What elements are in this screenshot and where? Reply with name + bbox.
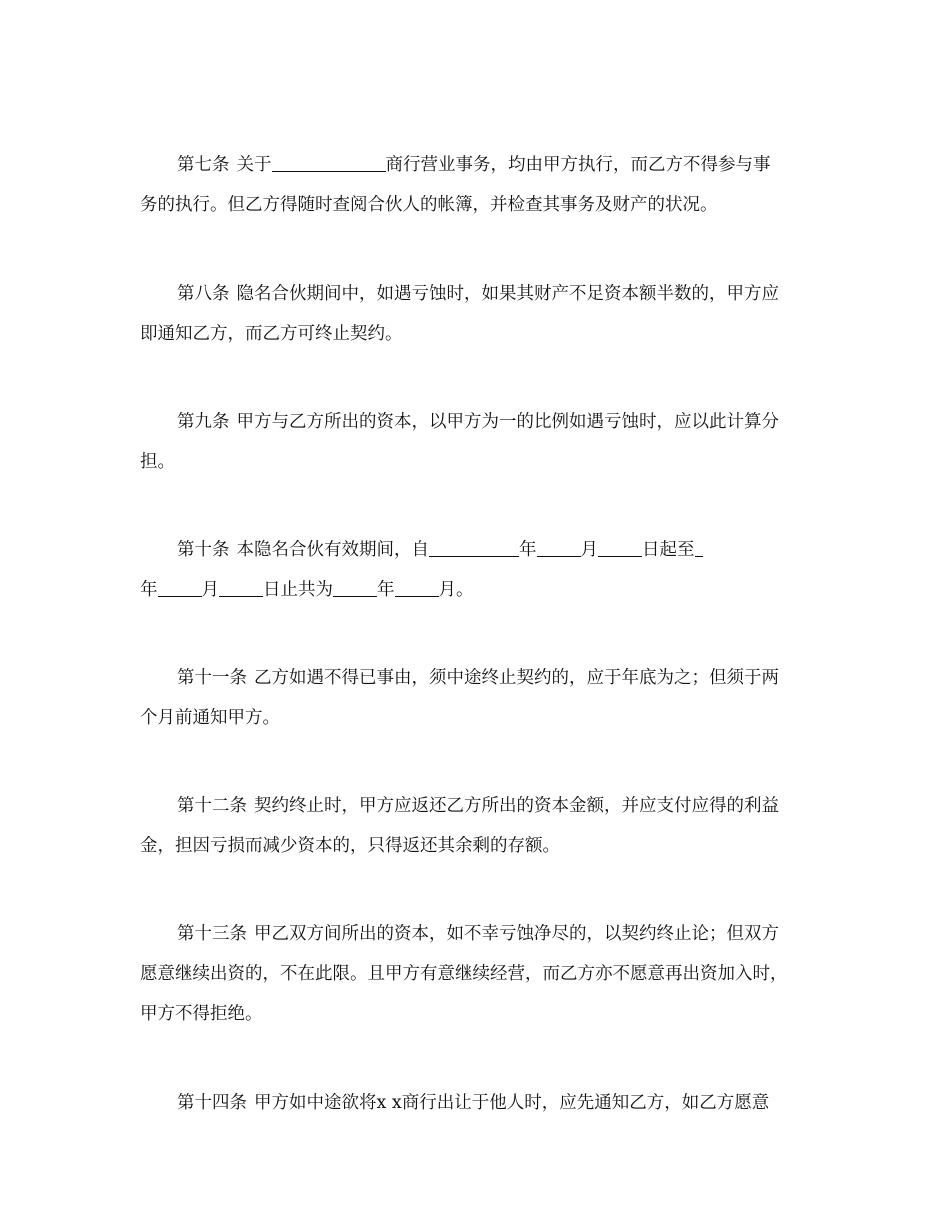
article-11 bbox=[140, 658, 820, 738]
article-12-text-1: 契约终止时，甲方应返还乙方所出的资本金额，并应支付应得的利益 bbox=[254, 796, 779, 816]
article-7-line-2: 务的执行。但乙方得随时查阅合伙人的帐簿，并检查其事务及财产的状况。 bbox=[140, 195, 718, 215]
article-14-text-1: 甲方如中途欲将x x商行出让于他人时，应先通知乙方，如乙方愿意 bbox=[254, 1093, 770, 1113]
article-11-line-2: 个月前通知甲方。 bbox=[140, 708, 280, 728]
article-12-line-1 bbox=[140, 786, 820, 826]
article-8-line-2: 即通知乙方，而乙方可终止契约。 bbox=[140, 324, 403, 344]
article-13 bbox=[140, 914, 820, 1034]
article-10-line-2 bbox=[140, 570, 820, 610]
article-10-l2-month: 月 bbox=[201, 580, 219, 600]
article-9 bbox=[140, 402, 820, 482]
article-7-text-2: 商行营业事务，均由甲方执行，而乙方不得参与事 bbox=[385, 155, 771, 175]
article-13-text-1: 甲乙双方间所出的资本，如不幸亏蚀净尽的，以契约终止论；但双方 bbox=[254, 924, 779, 944]
article-10-l2-year: 年 bbox=[140, 580, 158, 600]
article-12-line-2: 金，担因亏损而减少资本的，只得返还其余剩的存额。 bbox=[140, 836, 560, 856]
article-12 bbox=[140, 786, 820, 866]
article-9-line-2: 担。 bbox=[140, 452, 175, 472]
article-10-month: 月 bbox=[580, 540, 598, 560]
article-9-line-1 bbox=[140, 402, 820, 442]
article-7-text-1: 关于 bbox=[236, 155, 272, 175]
article-9-number: 第九条 bbox=[177, 412, 230, 432]
end-day-blank[interactable] bbox=[219, 578, 263, 597]
article-9-text-1: 甲方与乙方所出的资本，以甲方为一的比例如遇亏蚀时，应以此计算分 bbox=[236, 412, 779, 432]
article-12-number: 第十二条 bbox=[177, 796, 247, 816]
article-11-number: 第十一条 bbox=[177, 668, 247, 688]
duration-year-blank[interactable] bbox=[333, 578, 377, 597]
article-14-line-1 bbox=[140, 1083, 820, 1123]
article-7-number: 第七条 bbox=[177, 155, 230, 175]
article-10-l2-day-end: 日止共为 bbox=[263, 580, 333, 600]
duration-month-blank[interactable] bbox=[395, 578, 439, 597]
article-8 bbox=[140, 274, 820, 354]
article-10-line-1 bbox=[140, 530, 820, 570]
article-8-line-1 bbox=[140, 274, 820, 314]
article-14 bbox=[140, 1083, 820, 1123]
end-year-blank[interactable] bbox=[695, 538, 703, 557]
article-8-number: 第八条 bbox=[177, 284, 230, 304]
article-8-text-1: 隐名合伙期间中，如遇亏蚀时，如果其财产不足资本额半数的，甲方应 bbox=[236, 284, 779, 304]
article-10-year: 年 bbox=[519, 540, 537, 560]
article-10-l2-year2: 年 bbox=[377, 580, 395, 600]
article-10-day-from: 日起至 bbox=[642, 540, 695, 560]
end-month-blank[interactable] bbox=[158, 578, 202, 597]
article-7 bbox=[140, 145, 820, 225]
article-7-line-1 bbox=[140, 145, 820, 185]
start-year-blank[interactable] bbox=[429, 538, 519, 557]
start-day-blank[interactable] bbox=[598, 538, 642, 557]
article-13-number: 第十三条 bbox=[177, 924, 247, 944]
article-10 bbox=[140, 530, 820, 610]
article-11-line-1 bbox=[140, 658, 820, 698]
store-name-blank[interactable] bbox=[272, 153, 386, 172]
article-14-number: 第十四条 bbox=[177, 1093, 247, 1113]
article-13-line-1 bbox=[140, 914, 820, 954]
article-10-l2-month-end: 月。 bbox=[438, 580, 474, 600]
article-13-line-3: 甲方不得拒绝。 bbox=[140, 1004, 263, 1024]
article-13-line-2: 愿意继续出资的，不在此限。且甲方有意继续经营，而乙方亦不愿意再出资加入时， bbox=[140, 964, 788, 984]
article-11-text-1: 乙方如遇不得已事由，须中途终止契约的，应于年底为之；但须于两 bbox=[254, 668, 779, 688]
start-month-blank[interactable] bbox=[537, 538, 581, 557]
article-10-text-1: 本隐名合伙有效期间，自 bbox=[236, 540, 429, 560]
article-10-number: 第十条 bbox=[177, 540, 230, 560]
